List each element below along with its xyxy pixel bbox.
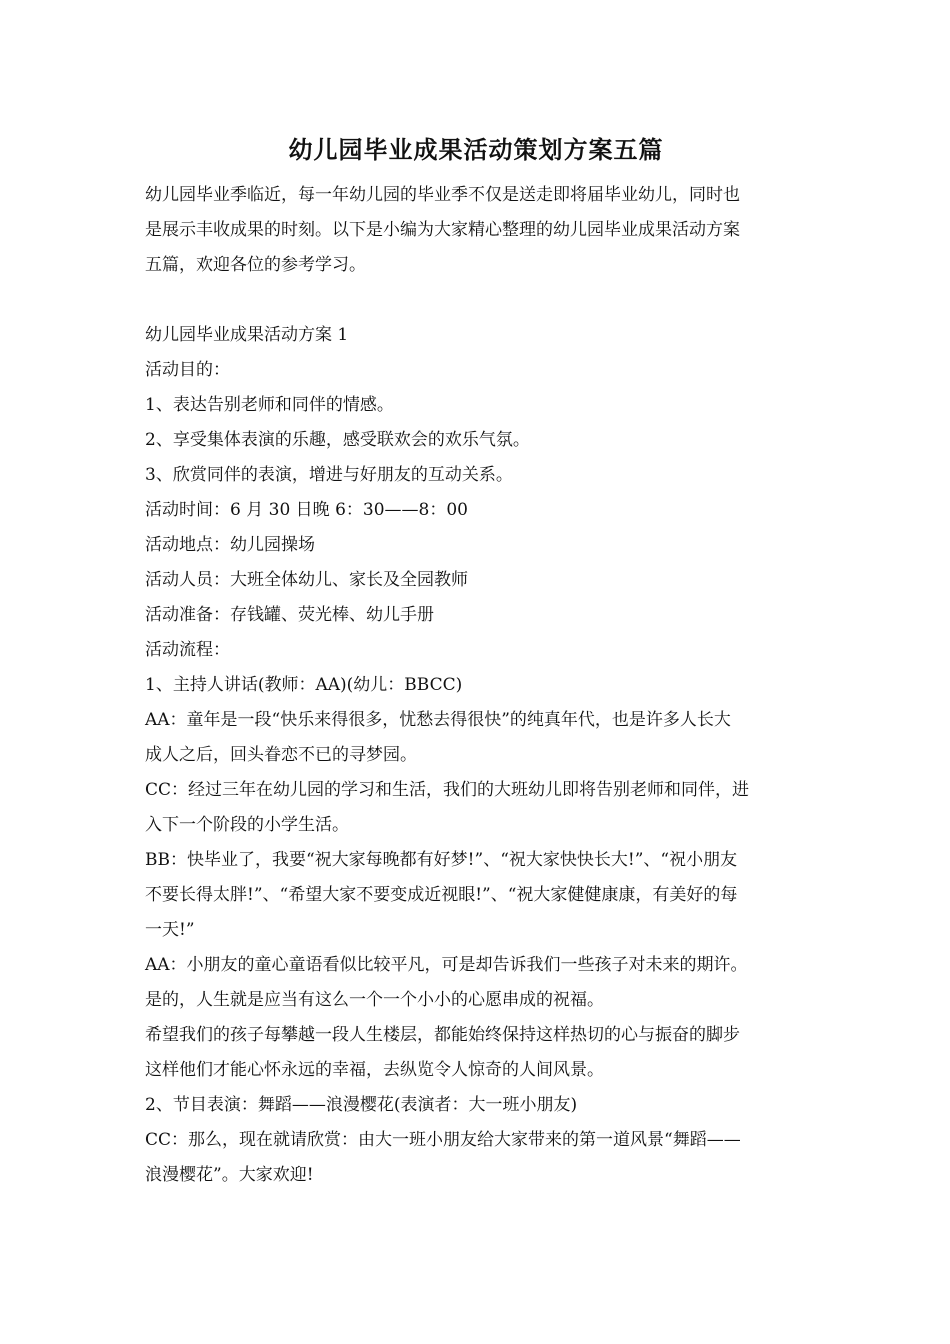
text-line: 活动人员：大班全体幼儿、家长及全园教师	[145, 570, 468, 590]
section-heading: 幼儿园毕业成果活动方案 1	[145, 325, 349, 345]
text-line: 活动准备：存钱罐、荧光棒、幼儿手册	[145, 605, 434, 625]
text-line: CC：经过三年在幼儿园的学习和生活，我们的大班幼儿即将告别老师和同伴，进	[145, 780, 750, 800]
text-line: 是的，人生就是应当有这么一个一个小小的心愿串成的祝福。	[145, 990, 604, 1010]
text-line: 入下一个阶段的小学生活。	[145, 815, 349, 835]
text-line: AA：童年是一段“快乐来得很多，忧愁去得很快”的纯真年代，也是许多人长大	[145, 710, 731, 730]
text-line: AA：小朋友的童心童语看似比较平凡，可是却告诉我们一些孩子对未来的期许。	[145, 955, 748, 975]
text-line: 2、享受集体表演的乐趣，感受联欢会的欢乐气氛。	[145, 430, 530, 450]
text-line: 一天!”	[145, 920, 195, 940]
text-line: BB：快毕业了，我要“祝大家每晚都有好梦!”、“祝大家快快长大!”、“祝小朋友	[145, 850, 738, 870]
text-line: 1、表达告别老师和同伴的情感。	[145, 395, 394, 415]
text-line: CC：那么，现在就请欣赏：由大一班小朋友给大家带来的第一道风景“舞蹈——	[145, 1130, 741, 1150]
text-line: 这样他们才能心怀永远的幸福，去纵览令人惊奇的人间风景。	[145, 1060, 604, 1080]
text-line: 2、节目表演：舞蹈——浪漫樱花(表演者：大一班小朋友)	[145, 1095, 578, 1115]
intro-line: 是展示丰收成果的时刻。以下是小编为大家精心整理的幼儿园毕业成果活动方案	[145, 220, 740, 240]
paragraph-spacer	[145, 283, 807, 318]
text-line: 浪漫樱花”。大家欢迎!	[145, 1165, 314, 1185]
text-line: 成人之后，回头眷恋不已的寻梦园。	[145, 745, 417, 765]
intro-line: 五篇，欢迎各位的参考学习。	[145, 255, 366, 275]
plan-section	[145, 318, 807, 1193]
intro-paragraph	[145, 178, 807, 283]
text-line: 活动地点：幼儿园操场	[145, 535, 315, 555]
text-line: 希望我们的孩子每攀越一段人生楼层，都能始终保持这样热切的心与振奋的脚步	[145, 1025, 740, 1045]
document-title: 幼儿园毕业成果活动策划方案五篇	[288, 135, 664, 164]
text-line: 不要长得太胖!”、“希望大家不要变成近视眼!”、“祝大家健健康康，有美好的每	[145, 885, 738, 905]
document-body	[145, 128, 807, 1193]
intro-line: 幼儿园毕业季临近，每一年幼儿园的毕业季不仅是送走即将届毕业幼儿，同时也	[145, 185, 740, 205]
text-line: 3、欣赏同伴的表演，增进与好朋友的互动关系。	[145, 465, 513, 485]
text-line: 1、主持人讲话(教师：AA)(幼儿：BBCC)	[145, 675, 463, 695]
text-line: 活动时间：6 月 30 日晚 6：30——8：00	[145, 500, 468, 520]
text-line: 活动目的：	[145, 360, 230, 380]
text-line: 活动流程：	[145, 640, 230, 660]
